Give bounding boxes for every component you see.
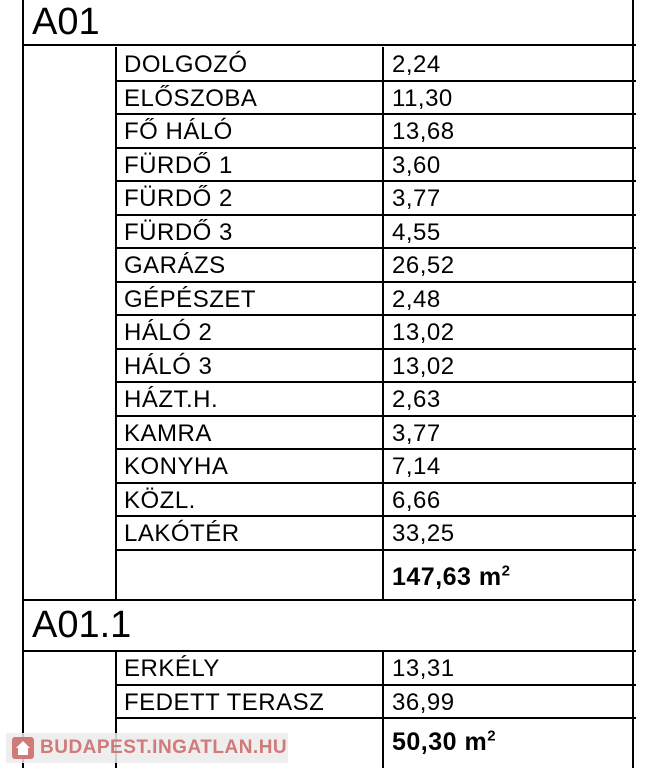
house-logo-icon bbox=[12, 737, 34, 759]
row-divider bbox=[116, 549, 636, 551]
room-area: 2,48 bbox=[392, 285, 441, 313]
room-area: 13,02 bbox=[392, 319, 455, 346]
room-name: HÁLÓ 3 bbox=[124, 352, 213, 380]
section-title-a01-1: A01.1 bbox=[32, 604, 132, 646]
room-name: FÜRDŐ 3 bbox=[124, 218, 233, 246]
room-area: 11,30 bbox=[392, 84, 453, 112]
room-name: HÁLÓ 2 bbox=[124, 319, 213, 346]
room-area: 3,60 bbox=[392, 151, 441, 179]
total-area-a01: 147,63 $m^2$ bbox=[392, 562, 511, 591]
room-area: 36,99 bbox=[392, 688, 455, 716]
room-name: GARÁZS bbox=[124, 252, 226, 279]
room-area: 3,77 bbox=[392, 419, 441, 447]
room-name: KAMRA bbox=[124, 419, 212, 447]
room-area: 3,77 bbox=[392, 185, 441, 212]
room-name: FÜRDŐ 2 bbox=[124, 185, 233, 212]
table-frame bbox=[22, 0, 634, 768]
room-name: FÜRDŐ 1 bbox=[124, 151, 233, 179]
watermark bbox=[6, 733, 288, 763]
room-name: HÁZT.H. bbox=[124, 386, 219, 413]
room-name: LAKÓTÉR bbox=[124, 520, 240, 547]
room-name: FEDETT TERASZ bbox=[124, 688, 325, 716]
room-name: FŐ HÁLÓ bbox=[124, 118, 233, 145]
room-area: 7,14 bbox=[392, 453, 441, 480]
room-name: KONYHA bbox=[124, 453, 229, 480]
room-name: KÖZL. bbox=[124, 486, 196, 514]
total-area-a01-1: 50,30 $m^2$ bbox=[392, 727, 497, 756]
room-name: ELŐSZOBA bbox=[124, 84, 258, 112]
room-name: DOLGOZÓ bbox=[124, 51, 248, 78]
room-name: GÉPÉSZET bbox=[124, 285, 257, 313]
section-title-a01: A01 bbox=[32, 1, 100, 43]
section-divider bbox=[22, 44, 636, 46]
row-divider bbox=[116, 717, 636, 719]
room-area: 26,52 bbox=[392, 252, 455, 279]
watermark-text: BUDAPEST.INGATLAN.HU bbox=[40, 737, 288, 758]
room-area: 2,24 bbox=[392, 51, 441, 78]
room-area: 13,31 bbox=[392, 655, 455, 682]
room-area: 33,25 bbox=[392, 520, 455, 547]
room-area: 13,02 bbox=[392, 352, 455, 380]
room-area: 2,63 bbox=[392, 386, 441, 413]
room-area: 6,66 bbox=[392, 486, 441, 514]
column-divider bbox=[382, 651, 384, 768]
room-area: 4,55 bbox=[392, 218, 441, 246]
section-divider bbox=[22, 599, 636, 601]
room-area: 13,68 bbox=[392, 118, 455, 145]
room-name: ERKÉLY bbox=[124, 655, 220, 682]
